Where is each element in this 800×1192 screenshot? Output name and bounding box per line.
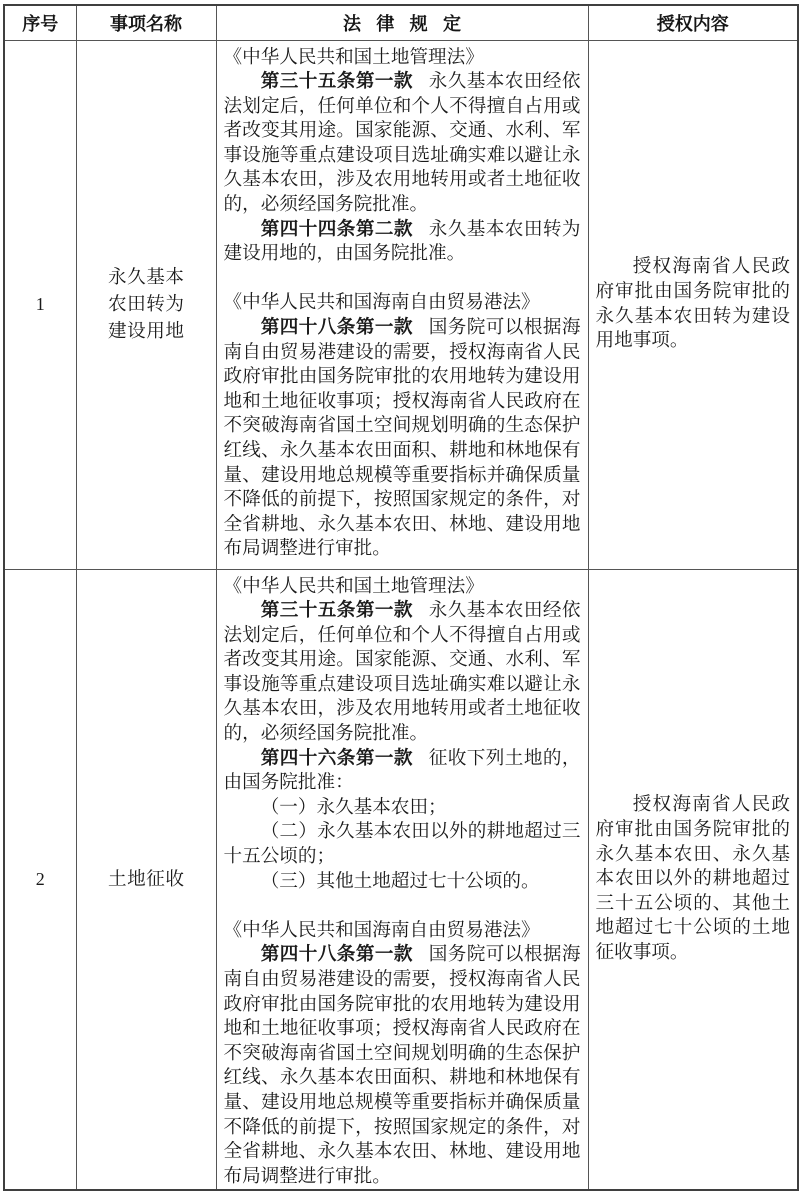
clause-number: 第三十五条第一款 bbox=[260, 71, 413, 93]
law-title: 《中华人民共和国土地管理法》 bbox=[223, 575, 484, 597]
legal-provision-cell bbox=[216, 40, 588, 569]
table-row bbox=[4, 569, 798, 1190]
clause-number: 第四十四条第二款 bbox=[260, 218, 413, 240]
law-title: 《中华人民共和国海南自由贸易港法》 bbox=[223, 919, 540, 941]
law-title: 《中华人民共和国土地管理法》 bbox=[223, 46, 484, 68]
header-row bbox=[4, 5, 798, 40]
paragraph-spacer bbox=[224, 267, 581, 292]
authorization-cell bbox=[588, 569, 798, 1190]
authorization-text: 授权海南省人民政府审批由国务院审批的永久基本农田、永久基本农田以外的耕地超过三十五公顷的、其他土地超过七十公顷的土地征收事项。 bbox=[595, 794, 790, 963]
item-name-cell bbox=[76, 40, 216, 569]
col-header-item-name: 事项名称 bbox=[76, 5, 216, 40]
law-clause: 第四十六条第一款 征收下列土地的，由国务院批准： bbox=[223, 747, 581, 794]
law-list-item: （一）永久基本农田； bbox=[260, 796, 447, 818]
col-header-authorization: 授权内容 bbox=[588, 5, 798, 40]
law-clause: 第四十四条第二款 永久基本农田转为建设用地的，由国务院批准。 bbox=[223, 218, 581, 265]
row-number: 1 bbox=[4, 40, 76, 569]
law-clause: 第三十五条第一款 永久基本农田经依法划定后，任何单位和个人不得擅自占用或者改变其用途。国家能源、交通、水利、军事设施等重点建设项目选址确实难以避让永久基本农田，涉及农用地转用或者土地征收的，必须经国务院批准。 bbox=[223, 71, 581, 216]
law-clause: 第四十八条第一款 国务院可以根据海南自由贸易港建设的需要，授权海南省人民政府审批由国务院审批的农用地转为建设用地和土地征收事项；授权海南省人民政府在不突破海南省国土空间规划明确的生态保护红线、永久基本农田面积、耕地和林地保有量、建设用地总规模等重要指标并确保质量不降低的前提下，按照国家规定的条件，对全省耕地、永久基本农田、林地、建设用地布局调整进行审批。 bbox=[223, 317, 581, 560]
col-header-number: 序号 bbox=[4, 5, 76, 40]
item-name-text: 土地征收 bbox=[108, 868, 184, 890]
paragraph-spacer bbox=[224, 894, 581, 919]
legal-provision-cell bbox=[216, 569, 588, 1190]
authorization-cell bbox=[588, 40, 798, 569]
col-header-legal-provision: 法律规定 bbox=[216, 5, 588, 40]
clause-number: 第四十八条第一款 bbox=[260, 317, 413, 339]
law-list-item: （二）永久基本农田以外的耕地超过三十五公顷的； bbox=[223, 821, 581, 868]
item-name-text: 永久基本农田转为建设用地 bbox=[108, 267, 184, 342]
authorization-table bbox=[3, 4, 799, 1191]
law-clause: 第四十八条第一款 国务院可以根据海南自由贸易港建设的需要，授权海南省人民政府审批由国务院审批的农用地转为建设用地和土地征收事项；授权海南省人民政府在不突破海南省国土空间规划明确的生态保护红线、永久基本农田面积、耕地和林地保有量、建设用地总规模等重要指标并确保质量不降低的前提下，按照国家规定的条件，对全省耕地、永久基本农田、林地、建设用地布局调整进行审批。 bbox=[223, 944, 581, 1187]
authorization-text: 授权海南省人民政府审批由国务院审批的永久基本农田转为建设用地事项。 bbox=[595, 256, 790, 352]
table-row bbox=[4, 40, 798, 569]
law-clause: 第三十五条第一款 永久基本农田经依法划定后，任何单位和个人不得擅自占用或者改变其用途。国家能源、交通、水利、军事设施等重点建设项目选址确实难以避让永久基本农田，涉及农用地转用或者土地征收的，必须经国务院批准。 bbox=[223, 600, 581, 745]
row-number: 2 bbox=[4, 569, 76, 1190]
clause-number: 第四十八条第一款 bbox=[260, 944, 413, 966]
law-title: 《中华人民共和国海南自由贸易港法》 bbox=[223, 292, 540, 314]
clause-number: 第三十五条第一款 bbox=[260, 600, 413, 622]
authorization-table-wrap bbox=[3, 4, 797, 1188]
clause-number: 第四十六条第一款 bbox=[260, 747, 413, 769]
item-name-cell bbox=[76, 569, 216, 1190]
law-list-item: （三）其他土地超过七十公顷的。 bbox=[260, 870, 540, 892]
